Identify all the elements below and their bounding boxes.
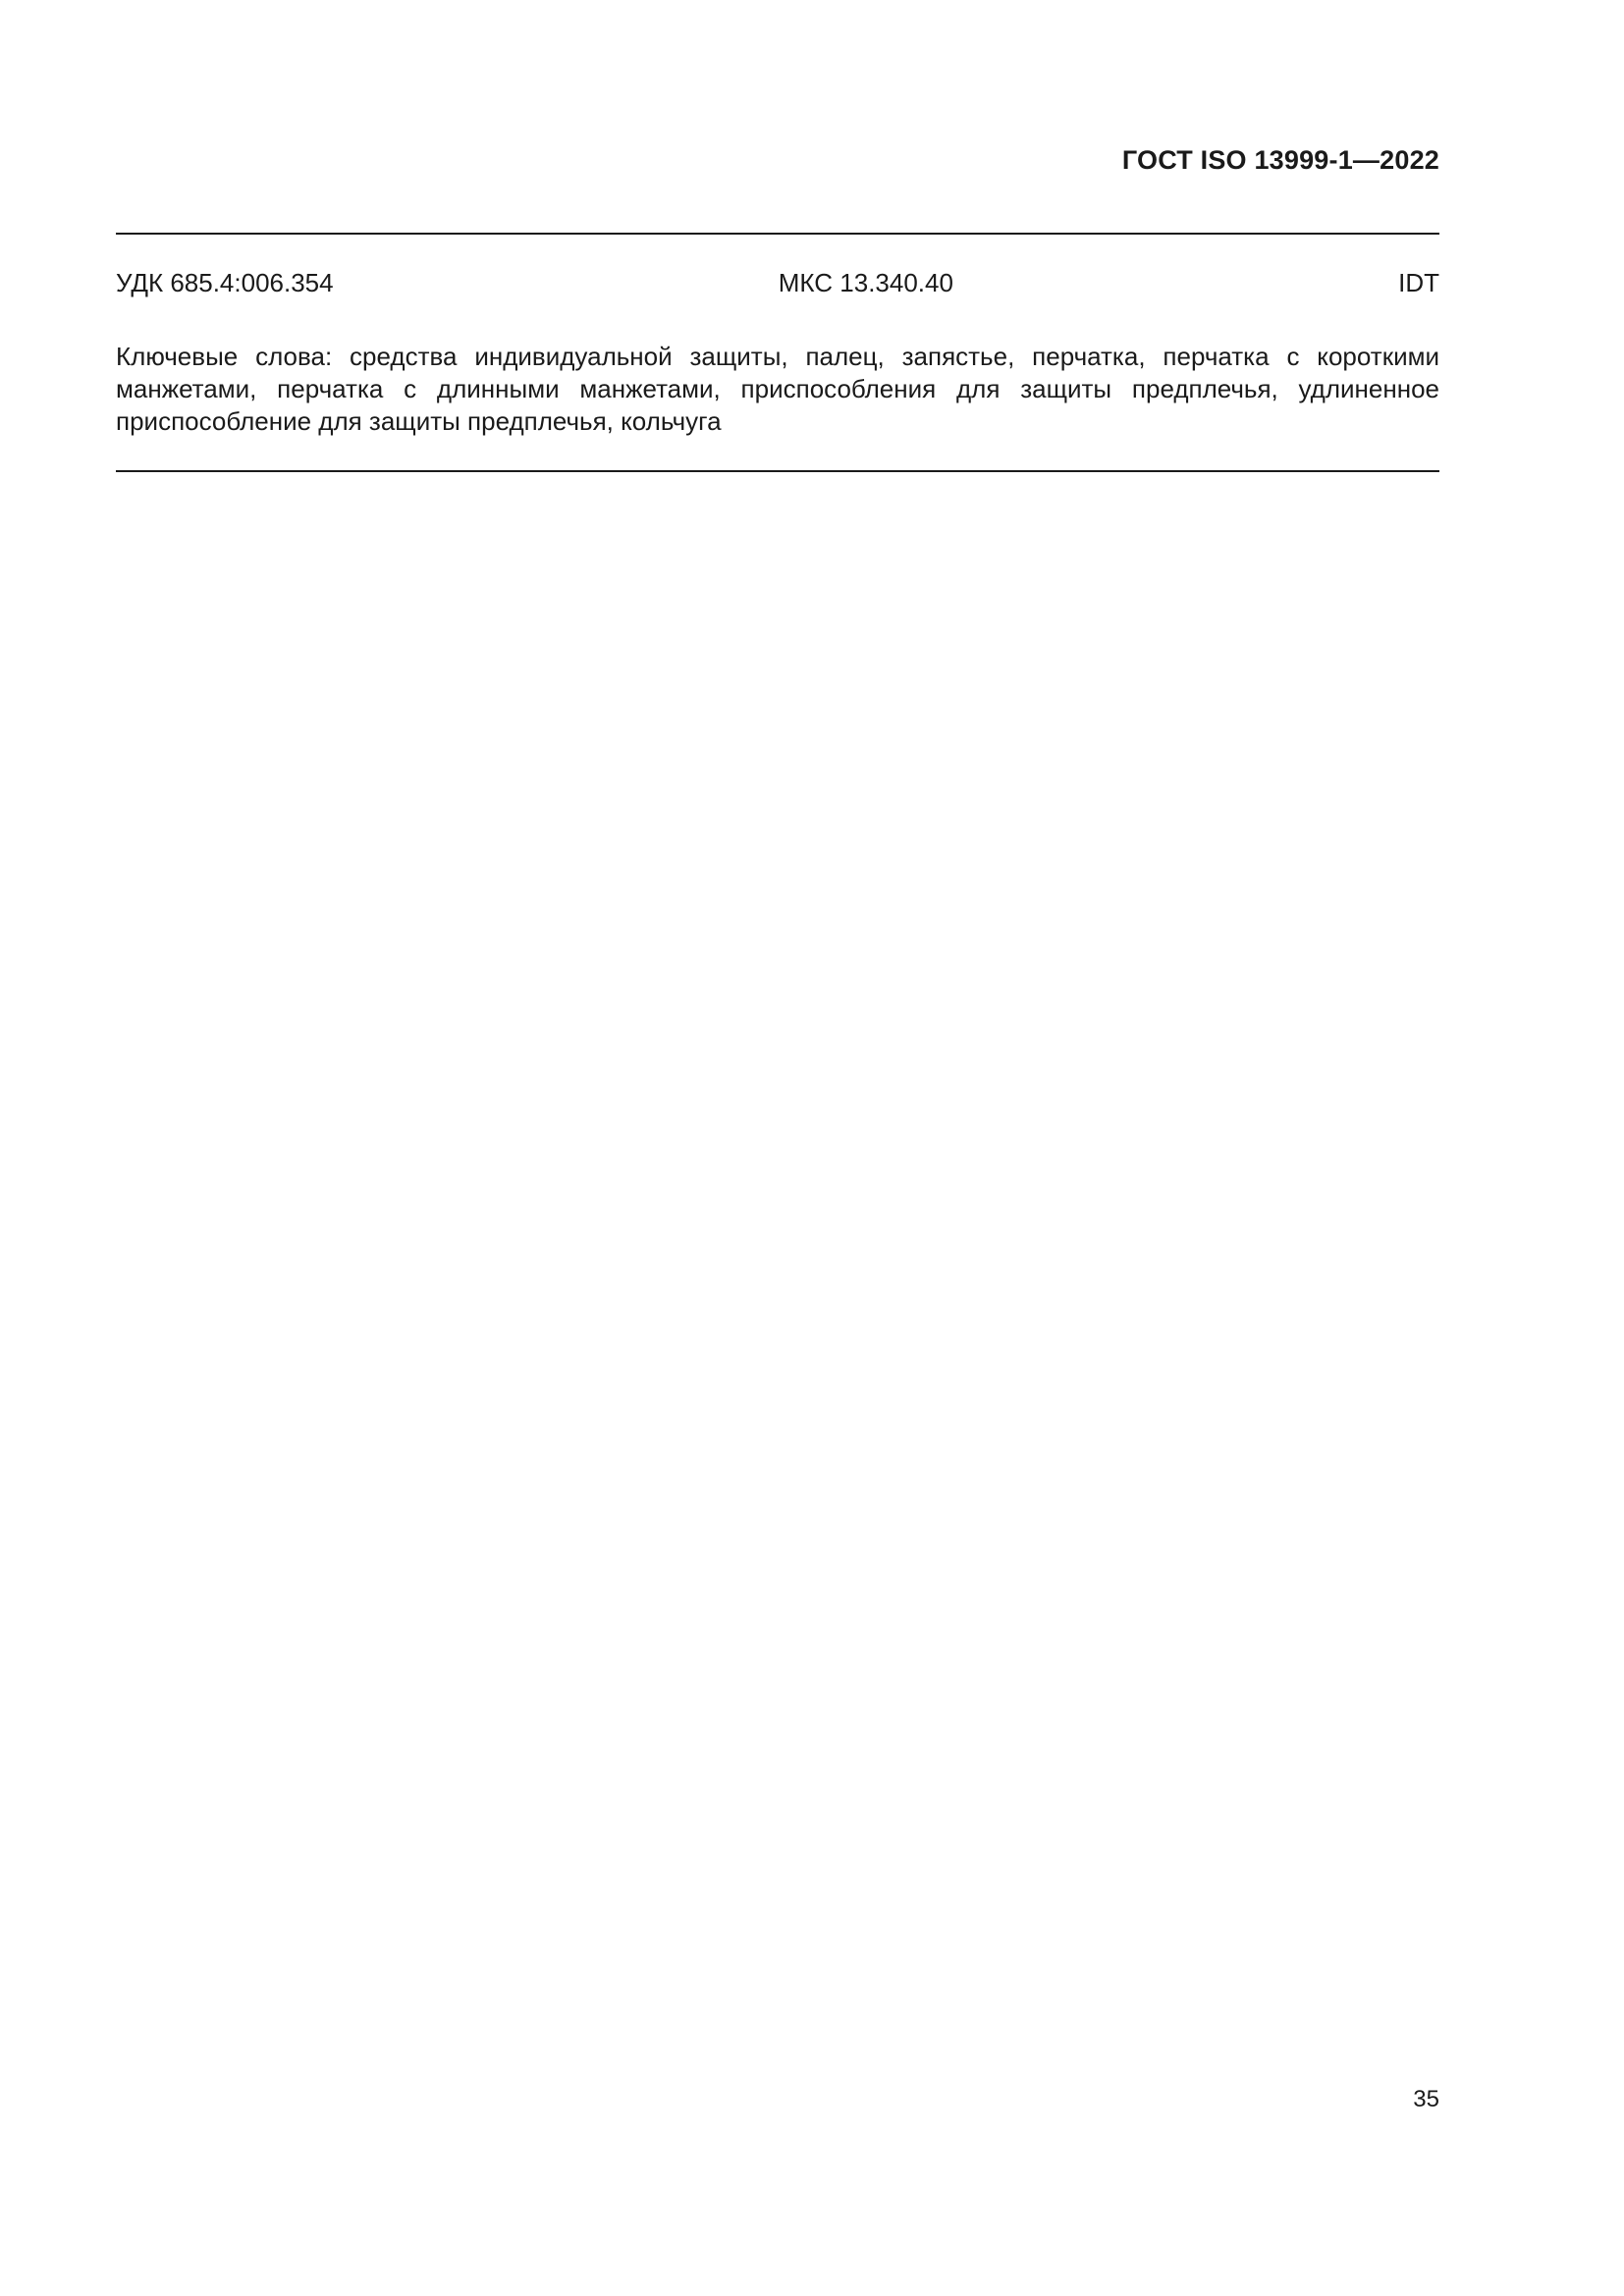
equivalence-code: IDT <box>1398 268 1439 297</box>
ics-code: МКС 13.340.40 <box>778 268 953 297</box>
page-number: 35 <box>1413 2086 1439 2112</box>
keywords-line: Ключевые слова: средства индивидуальной защиты, палец, запястье, перчатка, перчатка с короткими <box>116 342 1439 371</box>
standard-designation: ГОСТ ISO 13999-1—2022 <box>1121 145 1439 175</box>
keywords-line: манжетами, перчатка с длинными манжетами, приспособления для защиты предплечья, удлиненное <box>116 374 1439 403</box>
bottom-divider <box>116 470 1439 472</box>
top-divider <box>116 233 1439 235</box>
classification-codes <box>116 265 1439 300</box>
keywords-paragraph <box>116 341 1439 438</box>
udc-code: УДК 685.4:006.354 <box>116 268 334 297</box>
keywords-line: приспособление для защиты предплечья, кольчуга <box>116 406 722 436</box>
